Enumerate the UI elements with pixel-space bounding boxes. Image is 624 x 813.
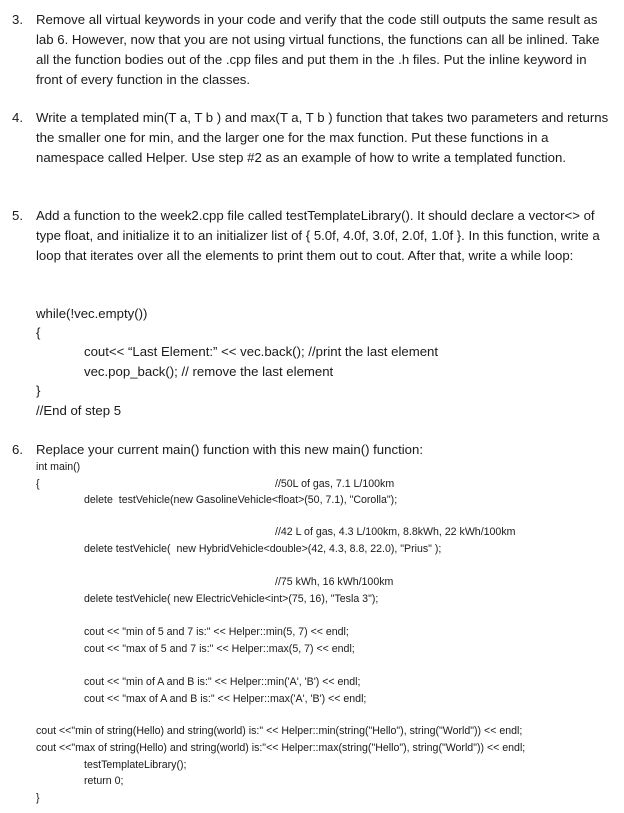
step-number: 4. bbox=[12, 110, 23, 125]
code-line: //End of step 5 bbox=[36, 403, 122, 418]
code-line: } bbox=[36, 383, 41, 398]
step-text: Add a function to the week2.cpp file called testTemplateLibrary(). It should declare a vector<> of type float, and initialize it to an initializer list of { 5.0f, 4.0f, 3.0f, 2.0f, 1.0f }. In this function, write a loop that iterates over all the elements to print them out to cout. After that, write a while loop: bbox=[36, 208, 600, 263]
code-comment: //42 L of gas, 4.3 L/100km, 8.8kWh, 22 kWh/100km bbox=[275, 526, 516, 538]
code-line: while(!vec.empty()) bbox=[36, 306, 148, 321]
code-line: cout <<"max of string(Hello) and string(world) is:"<< Helper::max(string("Hello"), string("World")) << endl; bbox=[36, 742, 526, 754]
step-text: Write a templated min(T a, T b ) and max(T a, T b ) function that takes two parameters and returns the smaller one for min, and the larger one for the max function. Put these functions in a namespace called Helper. Use step #2 as an example of how to write a templated function. bbox=[36, 110, 609, 165]
code-line: cout <<"min of string(Hello) and string(world) is:" << Helper::min(string("Hello"), string("World")) << endl; bbox=[36, 725, 523, 737]
code-line: { bbox=[36, 478, 40, 490]
code-line: } bbox=[36, 792, 40, 804]
code-line: delete testVehicle(new GasolineVehicle<float>(50, 7.1), "Corolla"); bbox=[84, 494, 398, 506]
code-line: return 0; bbox=[84, 775, 124, 787]
code-line: testTemplateLibrary(); bbox=[84, 759, 187, 771]
step-text: Remove all virtual keywords in your code and verify that the code still outputs the same result as lab 6. However, now that you are not using virtual functions, the functions can all be inlined. Take all the function bodies out of the .cpp files and put them in the .h files. Put the inline keyword in front of every function in the classes. bbox=[36, 12, 600, 87]
step-text: Replace your current main() function with this new main() function: bbox=[36, 442, 423, 457]
code-line: delete testVehicle( new ElectricVehicle<int>(75, 16), "Tesla 3"); bbox=[84, 593, 379, 605]
code-line: cout<< “Last Element:” << vec.back(); //print the last element bbox=[84, 344, 439, 359]
code-line: cout << "max of 5 and 7 is:" << Helper::max(5, 7) << endl; bbox=[84, 643, 355, 655]
code-line: vec.pop_back(); // remove the last element bbox=[84, 364, 334, 379]
step-number: 3. bbox=[12, 12, 23, 27]
code-line: cout << "min of 5 and 7 is:" << Helper::min(5, 7) << endl; bbox=[84, 626, 349, 638]
code-line: { bbox=[36, 325, 41, 340]
code-line: int main() bbox=[36, 461, 81, 473]
code-comment: //50L of gas, 7.1 L/100km bbox=[275, 478, 395, 490]
code-line: cout << "min of A and B is:" << Helper::min('A', 'B') << endl; bbox=[84, 676, 361, 688]
code-line: cout << "max of A and B is:" << Helper::max('A', 'B') << endl; bbox=[84, 693, 367, 705]
step-number: 6. bbox=[12, 442, 23, 457]
code-line: delete testVehicle( new HybridVehicle<double>(42, 4.3, 8.8, 22.0), "Prius" ); bbox=[84, 543, 442, 555]
step-number: 5. bbox=[12, 208, 23, 223]
code-comment: //75 kWh, 16 kWh/100km bbox=[275, 576, 394, 588]
